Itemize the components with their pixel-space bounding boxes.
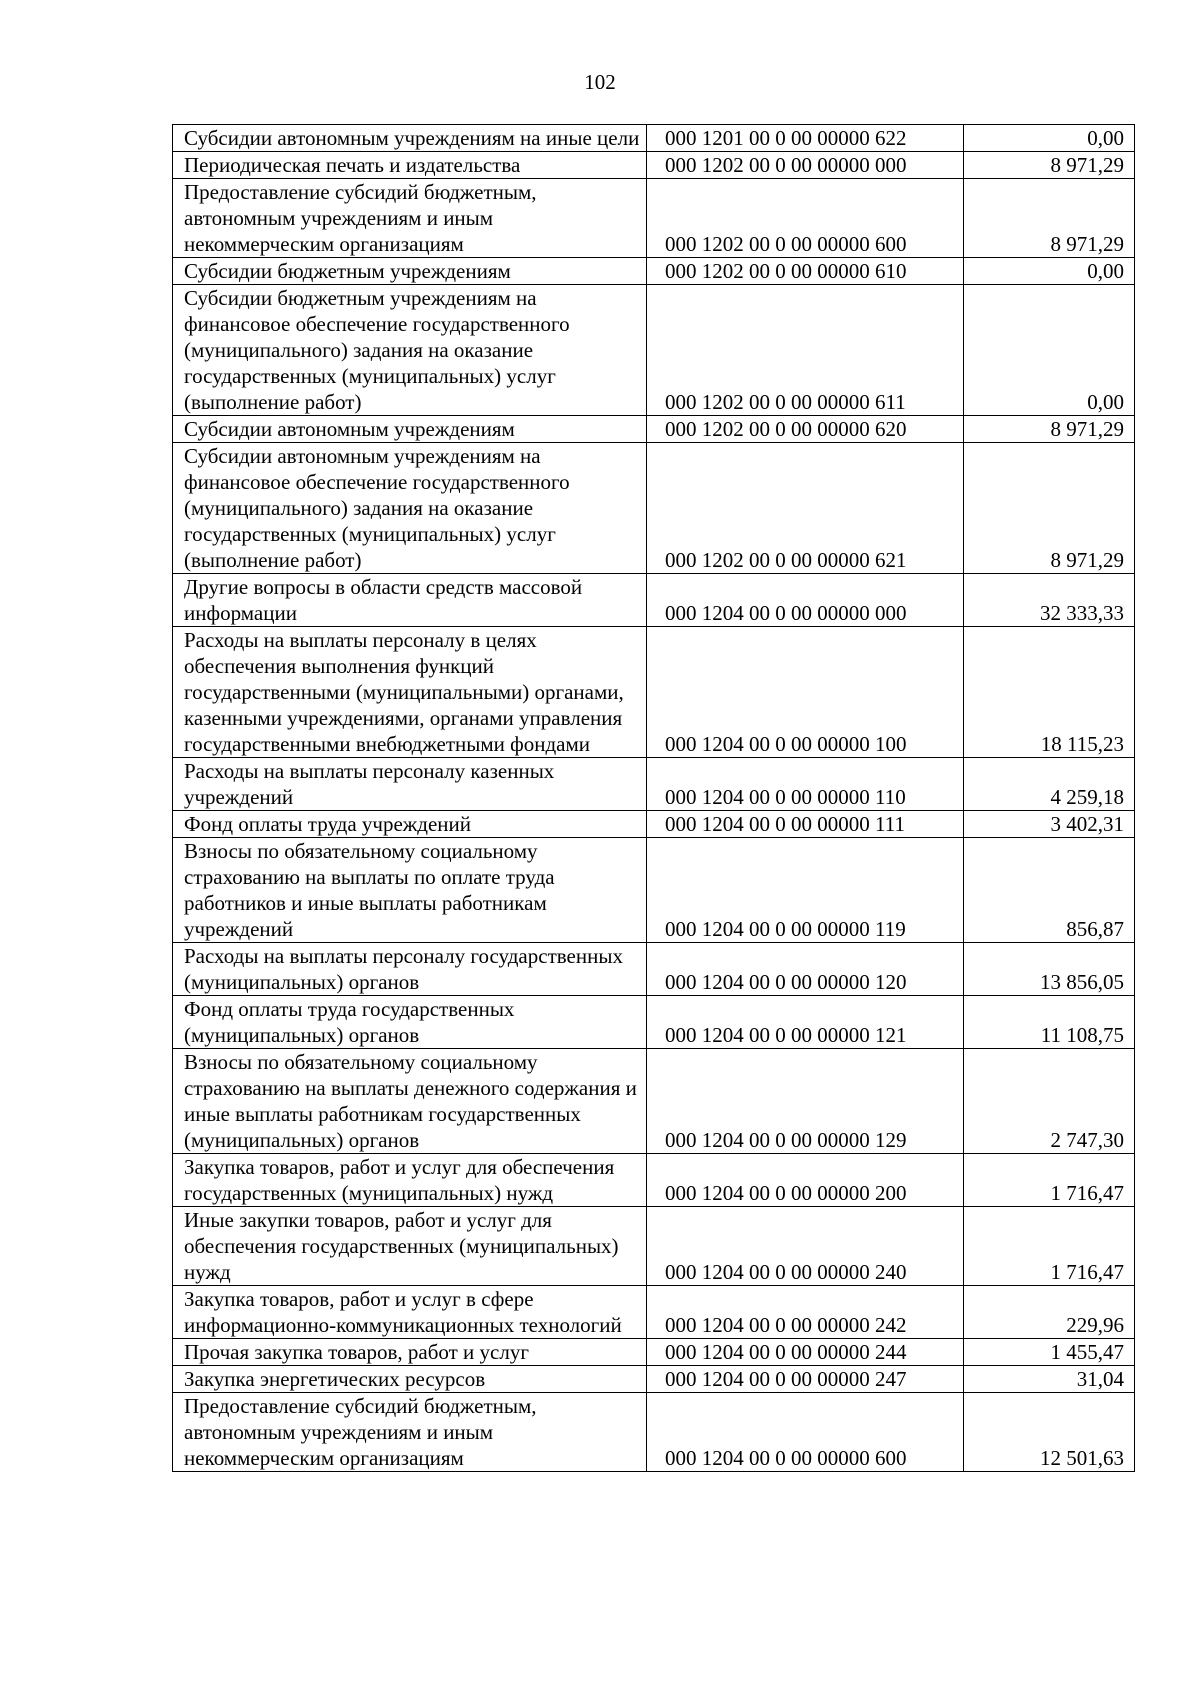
expense-name-cell: Субсидии бюджетным учреждениям на финансовое обеспечение государственного (муниципального) задания на оказание государственных (муниципальных) услуг (выполнение работ) [173, 285, 647, 416]
table-row [173, 1049, 1135, 1154]
expense-name-cell: Расходы на выплаты персоналу в целях обеспечения выполнения функций государственными (муниципальными) органами, казенными учреждениями, органами управления государственными внебюджетными фондами [173, 627, 647, 758]
amount-cell: 0,00 [964, 285, 1135, 416]
amount-cell: 3 402,31 [964, 811, 1135, 838]
table-row [173, 1154, 1135, 1207]
amount-cell: 32 333,33 [964, 574, 1135, 627]
amount-cell: 8 971,29 [964, 443, 1135, 574]
budget-code-cell: 000 1204 00 0 00 00000 121 [647, 996, 964, 1049]
budget-code-cell: 000 1204 00 0 00 00000 129 [647, 1049, 964, 1154]
expense-name-cell: Фонд оплаты труда учреждений [173, 811, 647, 838]
budget-code-cell: 000 1202 00 0 00 00000 611 [647, 285, 964, 416]
table-row [173, 179, 1135, 258]
budget-code-cell: 000 1202 00 0 00 00000 000 [647, 152, 964, 179]
expense-name-cell: Фонд оплаты труда государственных (муниципальных) органов [173, 996, 647, 1049]
table-row [173, 758, 1135, 811]
table-row [173, 1339, 1135, 1366]
amount-cell: 11 108,75 [964, 996, 1135, 1049]
budget-code-cell: 000 1201 00 0 00 00000 622 [647, 125, 964, 152]
table-row [173, 1366, 1135, 1393]
budget-code-cell: 000 1202 00 0 00 00000 621 [647, 443, 964, 574]
budget-code-cell: 000 1204 00 0 00 00000 244 [647, 1339, 964, 1366]
expense-name-cell: Предоставление субсидий бюджетным, автономным учреждениям и иным некоммерческим организациям [173, 1393, 647, 1472]
expense-name-cell: Взносы по обязательному социальному страхованию на выплаты денежного содержания и иные выплаты работникам государственных (муниципальных) органов [173, 1049, 647, 1154]
budget-code-cell: 000 1202 00 0 00 00000 610 [647, 258, 964, 285]
expense-name-cell: Предоставление субсидий бюджетным, автономным учреждениям и иным некоммерческим организациям [173, 179, 647, 258]
amount-cell: 8 971,29 [964, 179, 1135, 258]
amount-cell: 12 501,63 [964, 1393, 1135, 1472]
budget-code-cell: 000 1204 00 0 00 00000 119 [647, 838, 964, 943]
amount-cell: 856,87 [964, 838, 1135, 943]
expense-name-cell: Субсидии автономным учреждениям на финансовое обеспечение государственного (муниципального) задания на оказание государственных (муниципальных) услуг (выполнение работ) [173, 443, 647, 574]
budget-table [172, 124, 1135, 1472]
budget-code-cell: 000 1202 00 0 00 00000 620 [647, 416, 964, 443]
amount-cell: 13 856,05 [964, 943, 1135, 996]
table-row [173, 285, 1135, 416]
table-row [173, 943, 1135, 996]
amount-cell: 229,96 [964, 1286, 1135, 1339]
table-row [173, 627, 1135, 758]
expense-name-cell: Закупка товаров, работ и услуг для обеспечения государственных (муниципальных) нужд [173, 1154, 647, 1207]
budget-code-cell: 000 1204 00 0 00 00000 100 [647, 627, 964, 758]
expense-name-cell: Субсидии автономным учреждениям [173, 416, 647, 443]
table-row [173, 416, 1135, 443]
amount-cell: 1 455,47 [964, 1339, 1135, 1366]
table-row [173, 1207, 1135, 1286]
table-row [173, 811, 1135, 838]
amount-cell: 18 115,23 [964, 627, 1135, 758]
expense-name-cell: Периодическая печать и издательства [173, 152, 647, 179]
budget-code-cell: 000 1204 00 0 00 00000 247 [647, 1366, 964, 1393]
amount-cell: 4 259,18 [964, 758, 1135, 811]
expense-name-cell: Субсидии бюджетным учреждениям [173, 258, 647, 285]
amount-cell: 0,00 [964, 125, 1135, 152]
expense-name-cell: Закупка товаров, работ и услуг в сфере информационно-коммуникационных технологий [173, 1286, 647, 1339]
amount-cell: 8 971,29 [964, 416, 1135, 443]
table-row [173, 574, 1135, 627]
budget-code-cell: 000 1202 00 0 00 00000 600 [647, 179, 964, 258]
table-row [173, 152, 1135, 179]
table-row [173, 443, 1135, 574]
amount-cell: 0,00 [964, 258, 1135, 285]
table-row [173, 125, 1135, 152]
budget-code-cell: 000 1204 00 0 00 00000 111 [647, 811, 964, 838]
expense-name-cell: Расходы на выплаты персоналу государственных (муниципальных) органов [173, 943, 647, 996]
expense-name-cell: Закупка энергетических ресурсов [173, 1366, 647, 1393]
budget-table-body [173, 125, 1135, 1472]
table-row [173, 1393, 1135, 1472]
budget-code-cell: 000 1204 00 0 00 00000 110 [647, 758, 964, 811]
expense-name-cell: Другие вопросы в области средств массовой информации [173, 574, 647, 627]
budget-code-cell: 000 1204 00 0 00 00000 242 [647, 1286, 964, 1339]
budget-code-cell: 000 1204 00 0 00 00000 600 [647, 1393, 964, 1472]
expense-name-cell: Расходы на выплаты персоналу казенных учреждений [173, 758, 647, 811]
amount-cell: 8 971,29 [964, 152, 1135, 179]
budget-code-cell: 000 1204 00 0 00 00000 240 [647, 1207, 964, 1286]
table-row [173, 258, 1135, 285]
expense-name-cell: Иные закупки товаров, работ и услуг для обеспечения государственных (муниципальных) нужд [173, 1207, 647, 1286]
table-row [173, 996, 1135, 1049]
table-row [173, 838, 1135, 943]
amount-cell: 1 716,47 [964, 1207, 1135, 1286]
expense-name-cell: Прочая закупка товаров, работ и услуг [173, 1339, 647, 1366]
amount-cell: 1 716,47 [964, 1154, 1135, 1207]
amount-cell: 2 747,30 [964, 1049, 1135, 1154]
budget-code-cell: 000 1204 00 0 00 00000 000 [647, 574, 964, 627]
budget-code-cell: 000 1204 00 0 00 00000 200 [647, 1154, 964, 1207]
expense-name-cell: Взносы по обязательному социальному страхованию на выплаты по оплате труда работников и иные выплаты работникам учреждений [173, 838, 647, 943]
expense-name-cell: Субсидии автономным учреждениям на иные цели [173, 125, 647, 152]
amount-cell: 31,04 [964, 1366, 1135, 1393]
budget-code-cell: 000 1204 00 0 00 00000 120 [647, 943, 964, 996]
page-number: 102 [584, 70, 616, 94]
table-row [173, 1286, 1135, 1339]
